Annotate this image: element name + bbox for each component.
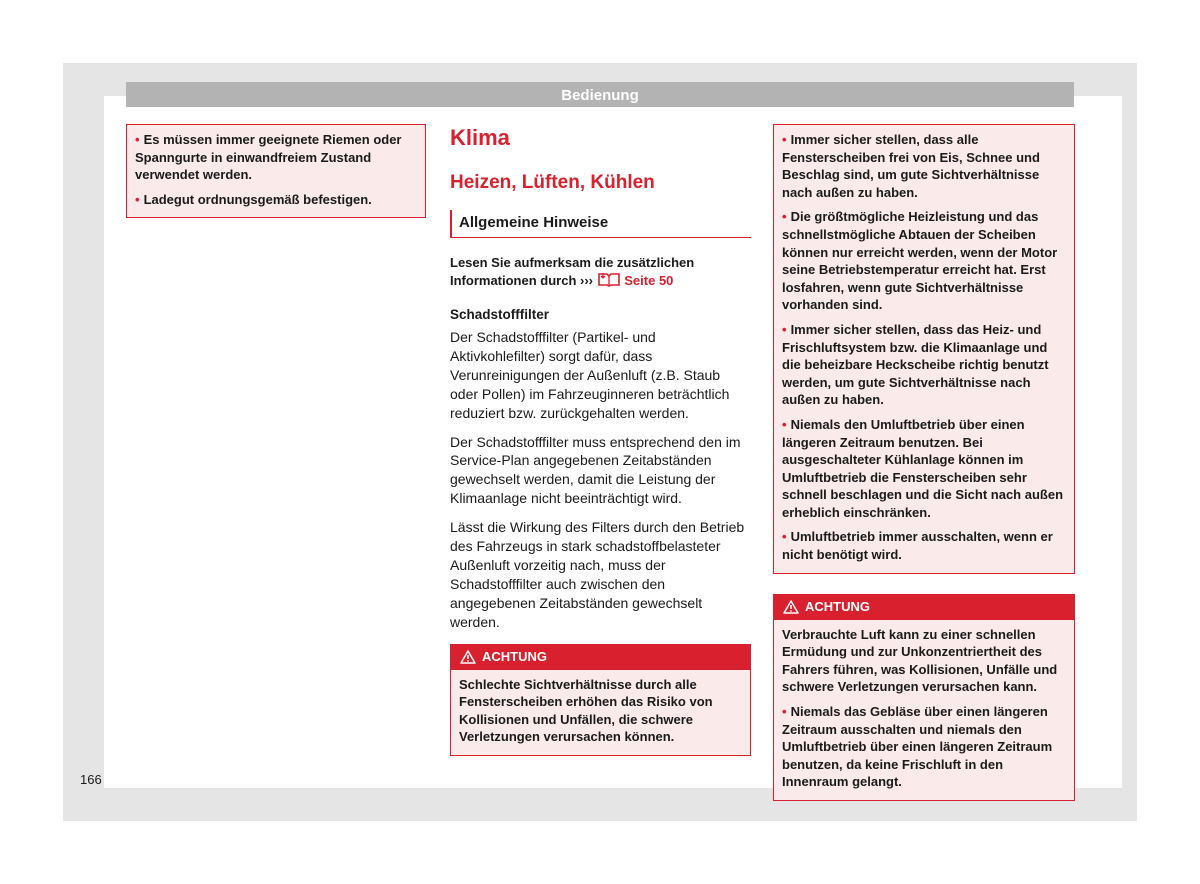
list-item: • Immer sicher stellen, dass alle Fensterscheiben frei von Eis, Schnee und Beschlag sind, um gute Sichtverhältnisse nach außen zu haben. (782, 132, 1040, 200)
bullet-icon: • (135, 132, 140, 147)
list-item: • Immer sicher stellen, dass das Heiz- und Frischluftsystem bzw. die Klimaanlage und die beheizbare Heckscheibe richtig benutzt werden, um gute Sichtverhältnisse nach außen zu haben. (782, 321, 1049, 408)
paragraph: Der Schadstofffilter (Partikel- und Aktivkohlefilter) sorgt dafür, dass Verunreinigungen der Außenluft (z.B. Staub oder Pollen) im Fahrzeuginneren beträchtlich reduziert bzw. zurückgehalten werden. (450, 329, 730, 421)
bullet-icon: • (135, 191, 140, 207)
warning-label: ACHTUNG (482, 649, 547, 665)
bullet-icon: • (782, 321, 787, 337)
bullet-icon: • (782, 209, 787, 225)
warning-header (451, 645, 750, 670)
list-item: • Niemals den Umluftbetrieb über einen längeren Zeitraum benutzen. Bei ausgeschalteter Kühlanlage können im Umluftbetrieb die Fensterscheiben sehr schnell beschlagen und die Sicht nach außen erheblich einschränken. (782, 416, 1064, 520)
warning-triangle-icon (783, 600, 799, 614)
middle-column (450, 124, 751, 756)
page-number: 166 (80, 772, 102, 787)
list-item: • Niemals das Gebläse über einen längeren Zeitraum ausschalten und niemals den Umluftbetrieb über einen längeren Zeitraum benutzen, da keine Frischluft in den Innenraum gelangt. (782, 704, 1053, 790)
intro-text: Lesen Sie aufmerksam die zusätzlichen Informationen durch ››› Seite 50 (450, 255, 695, 288)
left-column (126, 124, 426, 218)
warning-body (451, 670, 750, 755)
warning-text: Schlechte Sichtverhältnisse durch alle Fensterscheiben erhöhen das Risiko von Kollisionen und Unfällen, die schwere Verletzungen verursachen können. (459, 676, 713, 745)
warning-header (774, 595, 1074, 620)
list-item: • Es müssen immer geeignete Riemen oder Spanngurte in einwandfreiem Zustand verwendet werden. (135, 132, 402, 183)
page-reference-link[interactable]: Seite 50 (624, 273, 674, 288)
subheading: Schadstofffilter (450, 307, 550, 322)
arrow-icon: ››› (580, 273, 594, 288)
book-reference-icon (597, 272, 621, 287)
warning-label: ACHTUNG (805, 599, 870, 615)
paragraph: Lässt die Wirkung des Filters durch den Betrieb des Fahrzeugs in stark schadstoffbelasteter Außenluft vorzeitig nach, muss der Schadstofffilter auch zwischen den angegebenen Zeitabständen gewechselt werden. (450, 519, 745, 630)
list-item: • Die größtmögliche Heizleistung und das schnellstmögliche Abtauen der Scheiben können nur erreicht werden, wenn der Motor seine Betriebstemperatur erreicht hat. Erst losfahren, wenn gute Sichtverhältnisse vorhanden sind. (782, 209, 1058, 313)
right-note-box (773, 124, 1075, 574)
bullet-icon: • (782, 529, 787, 545)
warning-text: Verbrauchte Luft kann zu einer schnellen Ermüdung und zur Unkonzentriertheit des Fahrers führen, was Kollisionen, Unfälle und schwere Verletzungen verursachen kann. (782, 626, 1058, 695)
bullet-icon: • (782, 704, 787, 720)
warning-body (774, 620, 1074, 800)
bullet-icon: • (782, 132, 787, 147)
section-title: Allgemeine Hinweise (450, 210, 751, 238)
right-column (773, 124, 1075, 801)
paragraph: Der Schadstofffilter muss entsprechend den im Service-Plan angegebenen Zeitabständen gewechselt werden, damit die Leistung der Klimaanlage nicht beeinträchtigt wird. (450, 433, 741, 507)
warning-triangle-icon (460, 650, 476, 664)
chapter-title: Klima (450, 125, 510, 150)
list-item: • Ladegut ordnungsgemäß befestigen. (135, 191, 372, 207)
bullet-icon: • (782, 416, 787, 432)
left-note-box (126, 124, 426, 218)
warning-box (773, 594, 1075, 801)
chapter-subtitle: Heizen, Lüften, Kühlen (450, 172, 655, 193)
warning-box (450, 644, 751, 756)
section-header: Bedienung (126, 82, 1074, 107)
list-item: • Umluftbetrieb immer ausschalten, wenn er nicht benötigt wird. (782, 529, 1053, 563)
